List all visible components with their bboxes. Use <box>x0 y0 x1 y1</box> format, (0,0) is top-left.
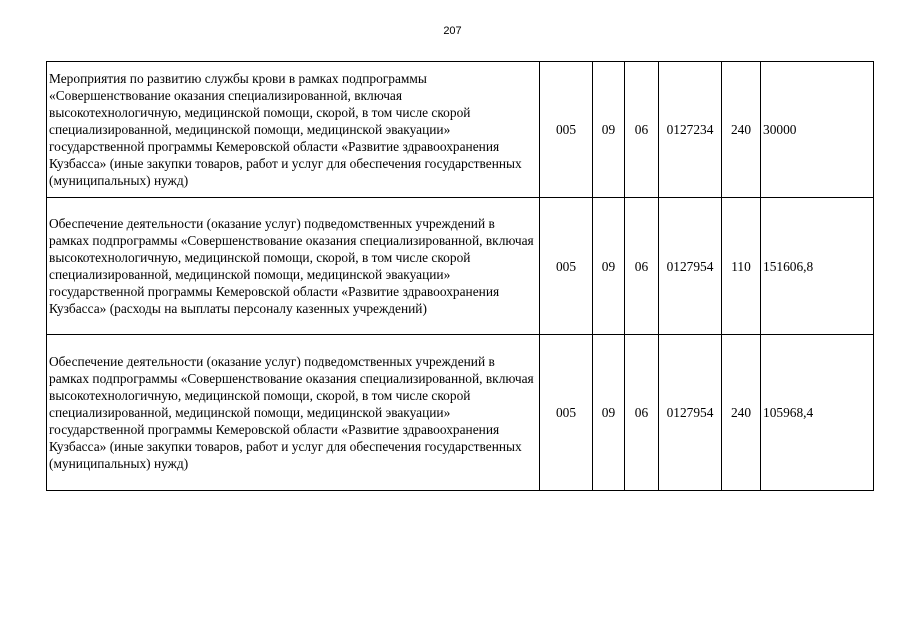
target-article-code: 0127954 <box>659 198 722 335</box>
ministry-code: 005 <box>540 335 593 491</box>
expense-type-code: 110 <box>722 198 761 335</box>
row-description: Обеспечение деятельности (оказание услуг) подведомственных учреждений в рамках подпрограммы «Совершенствование оказания специализированной, включая высокотехнологичную, медицинской помощи, скорой, в том числе скорой специализированной, медицинской помощи, медицинской эвакуации» государственной программы Кемеровской области «Развитие здравоохранения Кузбасса» (расходы на выплаты персоналу казенных учреждений) <box>47 198 540 335</box>
expense-type-code: 240 <box>722 62 761 198</box>
table-row <box>47 62 874 198</box>
target-article-code: 0127954 <box>659 335 722 491</box>
subsection-code: 06 <box>625 62 659 198</box>
page-number: 207 <box>443 25 462 37</box>
section-code: 09 <box>593 335 625 491</box>
subsection-code: 06 <box>625 198 659 335</box>
amount: 151606,8 <box>761 198 874 335</box>
section-code: 09 <box>593 198 625 335</box>
row-description: Обеспечение деятельности (оказание услуг) подведомственных учреждений в рамках подпрограммы «Совершенствование оказания специализированной, включая высокотехнологичную, медицинской помощи, скорой, в том числе скорой специализированной, медицинской помощи, медицинской эвакуации» государственной программы Кемеровской области «Развитие здравоохранения Кузбасса» (иные закупки товаров, работ и услуг для обеспечения государственных (муниципальных) нужд) <box>47 335 540 491</box>
ministry-code: 005 <box>540 198 593 335</box>
table-row <box>47 335 874 491</box>
row-description: Мероприятия по развитию службы крови в рамках подпрограммы «Совершенствование оказания специализированной, включая высокотехнологичную, медицинской помощи, скорой, в том числе скорой специализированной, медицинской помощи, медицинской эвакуации» государственной программы Кемеровской области «Развитие здравоохранения Кузбасса» (иные закупки товаров, работ и услуг для обеспечения государственных (муниципальных) нужд) <box>47 62 540 198</box>
amount: 105968,4 <box>761 335 874 491</box>
subsection-code: 06 <box>625 335 659 491</box>
ministry-code: 005 <box>540 62 593 198</box>
target-article-code: 0127234 <box>659 62 722 198</box>
amount: 30000 <box>761 62 874 198</box>
budget-table <box>46 61 874 491</box>
table-row <box>47 198 874 335</box>
section-code: 09 <box>593 62 625 198</box>
expense-type-code: 240 <box>722 335 761 491</box>
